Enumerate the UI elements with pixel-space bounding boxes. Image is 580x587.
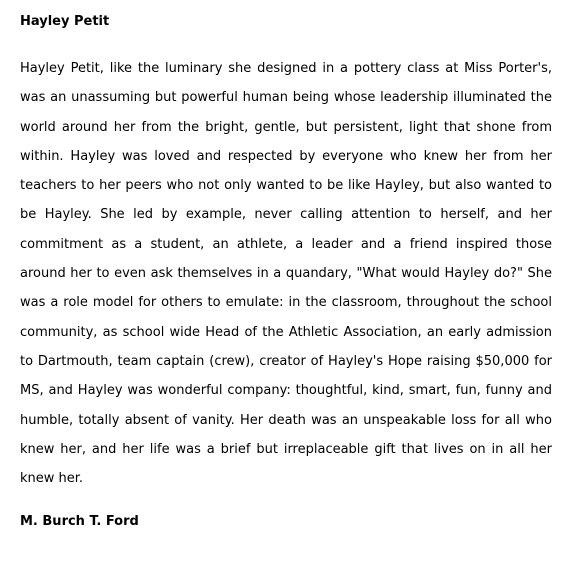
author-signature: M. Burch T. Ford [20, 514, 139, 529]
page-title: Hayley Petit [20, 14, 110, 29]
tribute-body-text: Hayley Petit, like the luminary she designed in a pottery class at Miss Porter's, was an unassuming but powerful human being whose leadership illuminated the world around her from the bright, gentle, but persistent, light that shone from within. Hayley was loved and respected by everyone who knew her from her teachers to her peers who not only wanted to be like Hayley, but also wanted to be Hayley. She led by example, never calling attention to herself, and her commitment as a student, an athlete, a leader and a friend inspired those around her to even ask themselves in a quandary, "What would Hayley do?" She was a role model for others to emulate: in the classroom, throughout the school community, as school wide Head of the Athletic Association, an early admission to Dartmouth, team captain (crew), creator of Hayley's Hope raising $50,000 for MS, and Hayley was wonderful company: thoughtful, kind, smart, fun, funny and humble, totally absent of vanity. Her death was an unspeakable loss for all who knew her, and her life was a brief but irreplaceable gift that lives on in all her knew her. [20, 61, 552, 487]
tribute-page [20, 12, 552, 529]
